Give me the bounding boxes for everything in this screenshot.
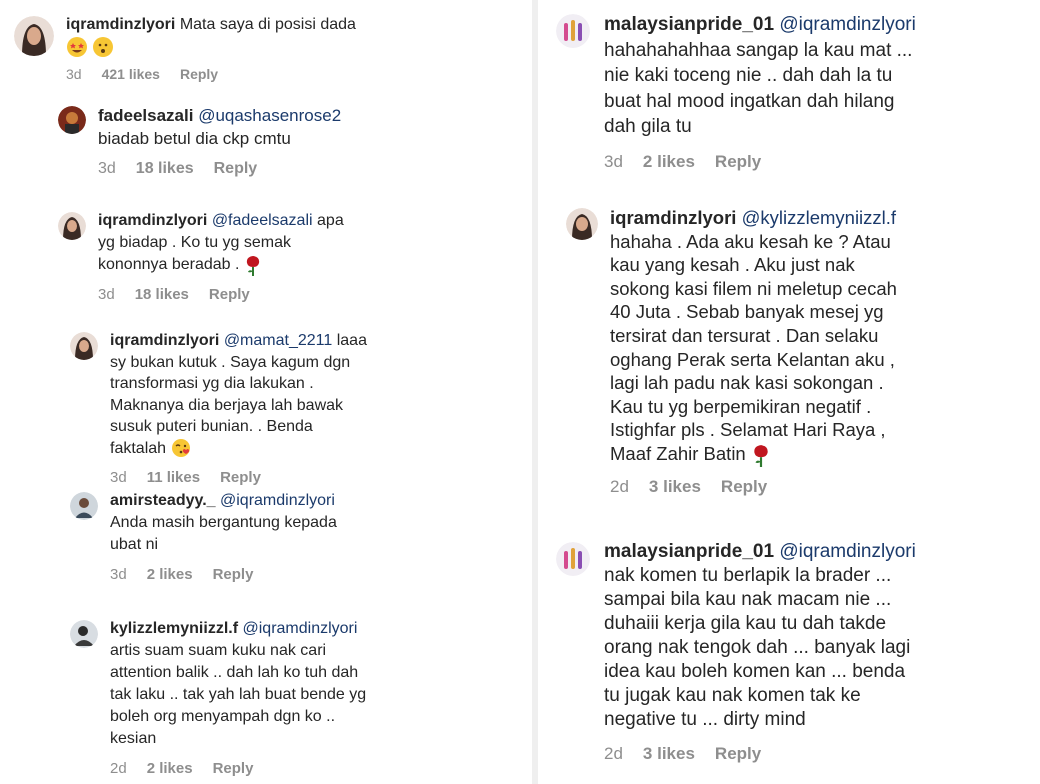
star-struck-emoji — [66, 36, 88, 58]
comment-body: artis suam suam kuku nak cari attention balik .. dah lah ko tuh dah tak laku .. tak yah lah buat bende yg boleh org menyampah dgn ko .. kesian — [110, 642, 367, 747]
comment-time: 2d — [604, 744, 623, 763]
reply-button[interactable]: Reply — [220, 469, 261, 486]
likes-count[interactable]: 3 likes — [648, 477, 701, 497]
comment-time: 3d — [604, 151, 623, 171]
avatar[interactable] — [70, 492, 98, 520]
comment-body: hahaha . Ada aku kesah ke ? Atau kau yang kesah . Aku just nak sokong kasi filem ni meletup cecah 40 Juta . Sebab banyak mesej yg tersirat dan tersurat . Dan selaku oghang Perak serta Kelantan aku , lagi lah padu nak kasi sokongan . Kau tu yg berpemikiran negatif . Istighfar pls . Selamat Hari Raya , Maaf Zahir Batin — [610, 230, 897, 464]
grimacing-emoji — [92, 36, 114, 58]
comment-body: laaa sy bukan kutuk . Saya kagum dgn transformasi yg dia lakukan . Maknanya dia berjaya lah bawak susuk puteri bunian. . Benda faktalah — [110, 332, 367, 457]
comment-mention[interactable]: @uqashasenrose2 — [198, 106, 342, 125]
comment-username[interactable]: iqramdinzlyori — [610, 207, 737, 228]
comment-body: Mata saya di posisi dada — [179, 16, 356, 33]
avatar[interactable] — [14, 16, 54, 56]
comment-username[interactable]: amirsteadyy._ — [110, 492, 216, 509]
comment-text — [604, 12, 1024, 140]
reply-button[interactable]: Reply — [714, 151, 762, 171]
reply-button[interactable]: Reply — [720, 477, 768, 497]
comment-text — [110, 330, 518, 459]
likes-count[interactable]: 421 likes — [101, 66, 160, 83]
avatar[interactable] — [58, 106, 86, 134]
comment-text — [110, 490, 518, 556]
comment-body: Anda masih bergantung kepada ubat ni — [110, 514, 337, 553]
avatar[interactable] — [70, 620, 98, 648]
rose-emoji — [244, 254, 262, 276]
avatar[interactable] — [566, 208, 598, 240]
likes-count[interactable]: 11 likes — [146, 469, 201, 486]
likes-count[interactable]: 2 likes — [146, 566, 193, 583]
comment-username[interactable]: iqramdinzlyori — [66, 16, 176, 33]
comment-text — [66, 14, 516, 58]
comment-meta — [110, 760, 518, 777]
comment-body: biadab betul dia ckp cmtu — [98, 129, 291, 148]
likes-count[interactable]: 3 likes — [642, 744, 695, 763]
comment-mention[interactable]: @iqramdinzlyori — [779, 14, 916, 35]
comment-mention[interactable]: @mamat_2211 — [223, 332, 333, 349]
comment-username[interactable]: kylizzlemyniizzl.f — [110, 620, 239, 637]
comment-mention[interactable]: @iqramdinzlyori — [242, 620, 358, 637]
comment-time: 2d — [610, 477, 629, 497]
comment-body: nak komen tu berlapik la brader ... sampai bila kau nak macam nie ... duhaiii kerja gila kau tu dah takde orang nak tengok dah ... banyak lagi idea kau boleh komen kan ... benda tu jugak kau nak komen tak ke negative tu ... dirty mind — [604, 565, 911, 730]
comment-body: hahahahahhaa sangap la kau mat ... nie kaki toceng nie .. dah dah la tu buat hal mood ingatkan dah hilang dah gila tu — [604, 39, 913, 137]
reply-button[interactable]: Reply — [714, 744, 762, 763]
comment-meta — [98, 160, 518, 178]
comment-mention[interactable]: @iqramdinzlyori — [220, 492, 335, 509]
reply-button[interactable]: Reply — [212, 760, 254, 777]
rose-emoji — [751, 443, 771, 467]
comment-text — [98, 210, 518, 276]
comment-mention[interactable]: @fadeelsazali — [211, 212, 313, 229]
comment-time: 3d — [98, 160, 116, 177]
reply-button[interactable]: Reply — [213, 160, 258, 177]
comment-username[interactable]: malaysianpride_01 — [604, 541, 775, 562]
comment-text — [110, 618, 518, 750]
comment-meta — [110, 566, 518, 583]
reply-button[interactable]: Reply — [208, 286, 250, 304]
panel-divider — [532, 0, 538, 784]
comment-time: 3d — [66, 66, 82, 83]
comment-meta — [98, 286, 518, 303]
comment-meta — [110, 469, 518, 486]
avatar[interactable] — [58, 212, 86, 240]
comment-mention[interactable]: @kylizzlemyniizzl.f — [741, 207, 897, 228]
comment-mention[interactable]: @iqramdinzlyori — [779, 541, 916, 562]
likes-count[interactable]: 18 likes — [135, 160, 194, 177]
reply-button[interactable]: Reply — [179, 66, 219, 83]
comment-time: 3d — [98, 286, 115, 304]
comment-username[interactable]: iqramdinzlyori — [110, 332, 220, 349]
likes-count[interactable]: 18 likes — [134, 286, 189, 304]
avatar[interactable] — [556, 542, 590, 576]
comment-meta — [610, 477, 1024, 497]
comment-meta — [604, 744, 1024, 764]
comment-username[interactable]: malaysianpride_01 — [604, 14, 775, 35]
comment-text — [610, 206, 1024, 467]
reply-button[interactable]: Reply — [212, 566, 254, 583]
comment-username[interactable]: iqramdinzlyori — [98, 212, 208, 229]
comment-username[interactable]: fadeelsazali — [98, 106, 194, 125]
comment-text — [604, 540, 1024, 732]
comment-time: 2d — [110, 760, 127, 777]
likes-count[interactable]: 2 likes — [146, 760, 193, 777]
comment-meta — [604, 152, 1024, 172]
kissing-heart-emoji — [171, 438, 191, 458]
comment-body: apa yg biadap . Ko tu yg semak kononnya beradab . — [98, 212, 344, 274]
comment-time: 3d — [110, 469, 127, 486]
avatar[interactable] — [70, 332, 98, 360]
avatar[interactable] — [556, 14, 590, 48]
comment-text — [98, 104, 518, 150]
comment-time: 3d — [110, 566, 127, 583]
comment-meta — [66, 66, 516, 82]
likes-count[interactable]: 2 likes — [642, 151, 695, 171]
